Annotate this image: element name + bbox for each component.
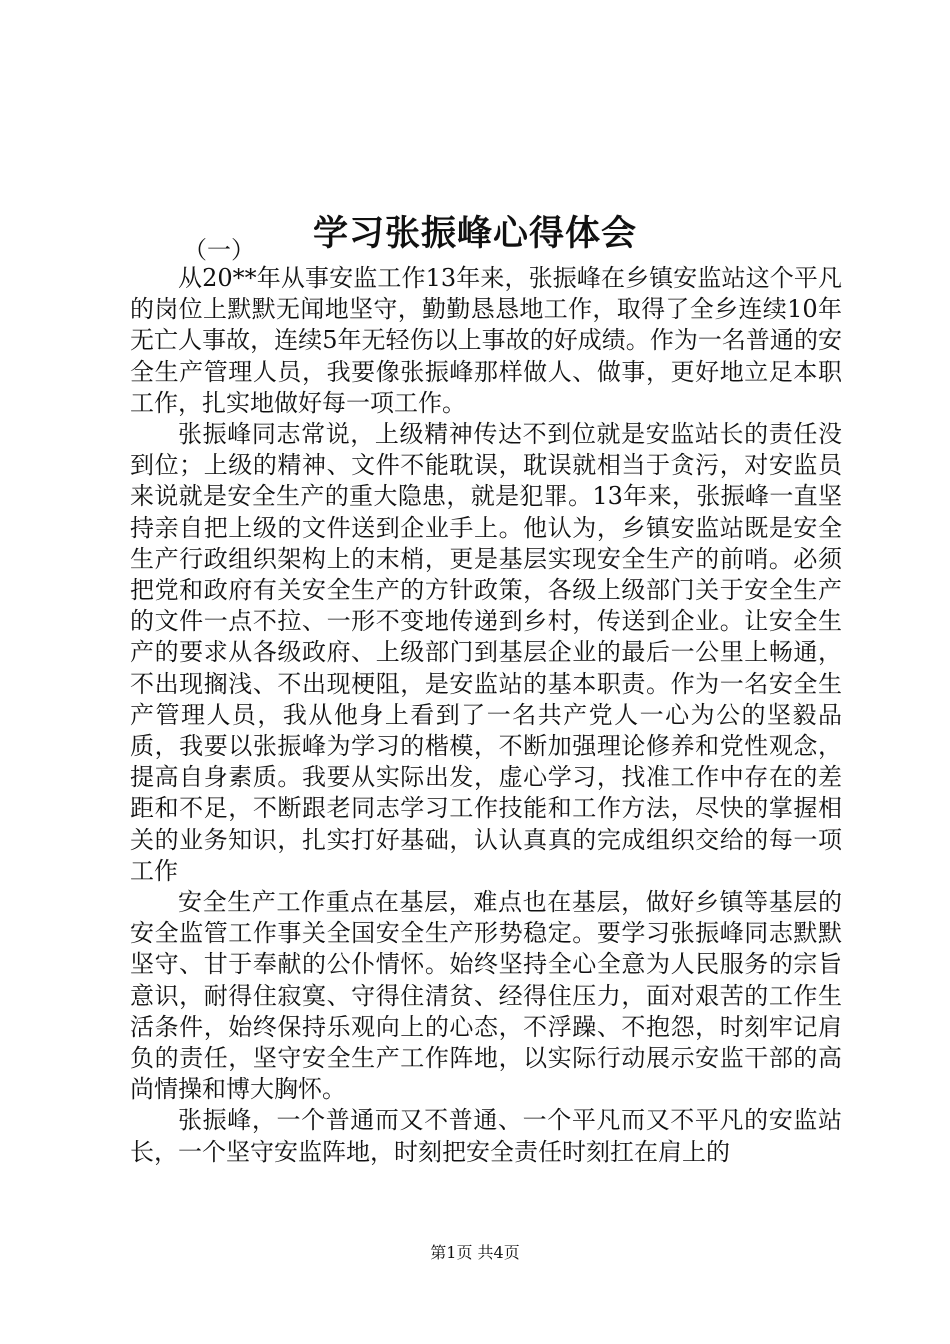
paragraph-3: 安全生产工作重点在基层，难点也在基层，做好乡镇等基层的安全监管工作事关全国安全生产形势稳定。要学习张振峰同志默默坚守、甘于奉献的公仆情怀。始终坚持全心全意为人民服务的宗旨意识，耐得住寂寞、守得住清贫、经得住压力，面对艰苦的工作生活条件，始终保持乐观向上的心态，不浮躁、不抱怨，时刻牢记肩负的责任，坚守安全生产工作阵地，以实际行动展示安监干部的高尚情操和博大胸怀。	[130, 888, 842, 1104]
paragraph-1: 从20**年从事安监工作13年来，张振峰在乡镇安监站这个平凡的岗位上默默无闻地坚守，勤勤恳恳地工作，取得了全乡连续10年无亡人事故，连续5年无轻伤以上事故的好成绩。作为一名普通的安全生产管理人员，我要像张振峰那样做人、做事，更好地立足本职工作，扎实地做好每一项工作。	[130, 264, 842, 417]
section-marker: （一）	[183, 236, 255, 264]
paragraph-4: 张振峰，一个普通而又不普通、一个平凡而又不平凡的安监站长，一个坚守安监阵地，时刻把安全责任时刻扛在肩上的	[130, 1106, 842, 1166]
page-title: 学习张振峰心得体会	[312, 214, 637, 255]
page-number-footer: 第1页 共4页	[430, 1243, 520, 1262]
paragraph-2: 张振峰同志常说，上级精神传达不到位就是安监站长的责任没到位；上级的精神、文件不能耽误，耽误就相当于贪污，对安监员来说就是安全生产的重大隐患，就是犯罪。13年来，张振峰一直坚持亲自把上级的文件送到企业手上。他认为，乡镇安监站既是安全生产行政组织架构上的末梢，更是基层实现安全生产的前哨。必须把党和政府有关安全生产的方针政策，各级上级部门关于安全生产的文件一点不拉、一形不变地传递到乡村，传送到企业。让安全生产的要求从各级政府、上级部门到基层企业的最后一公里上畅通，不出现搁浅、不出现梗阻，是安监站的基本职责。作为一名安全生产管理人员，我从他身上看到了一名共产党人一心为公的坚毅品质，我要以张振峰为学习的楷模，不断加强理论修养和党性观念，提高自身素质。我要从实际出发，虚心学习，找准工作中存在的差距和不足，不断跟老同志学习工作技能和工作方法，尽快的掌握相关的业务知识，扎实打好基础，认认真真的完成组织交给的每一项工作	[130, 420, 842, 885]
document-body	[130, 263, 842, 1168]
